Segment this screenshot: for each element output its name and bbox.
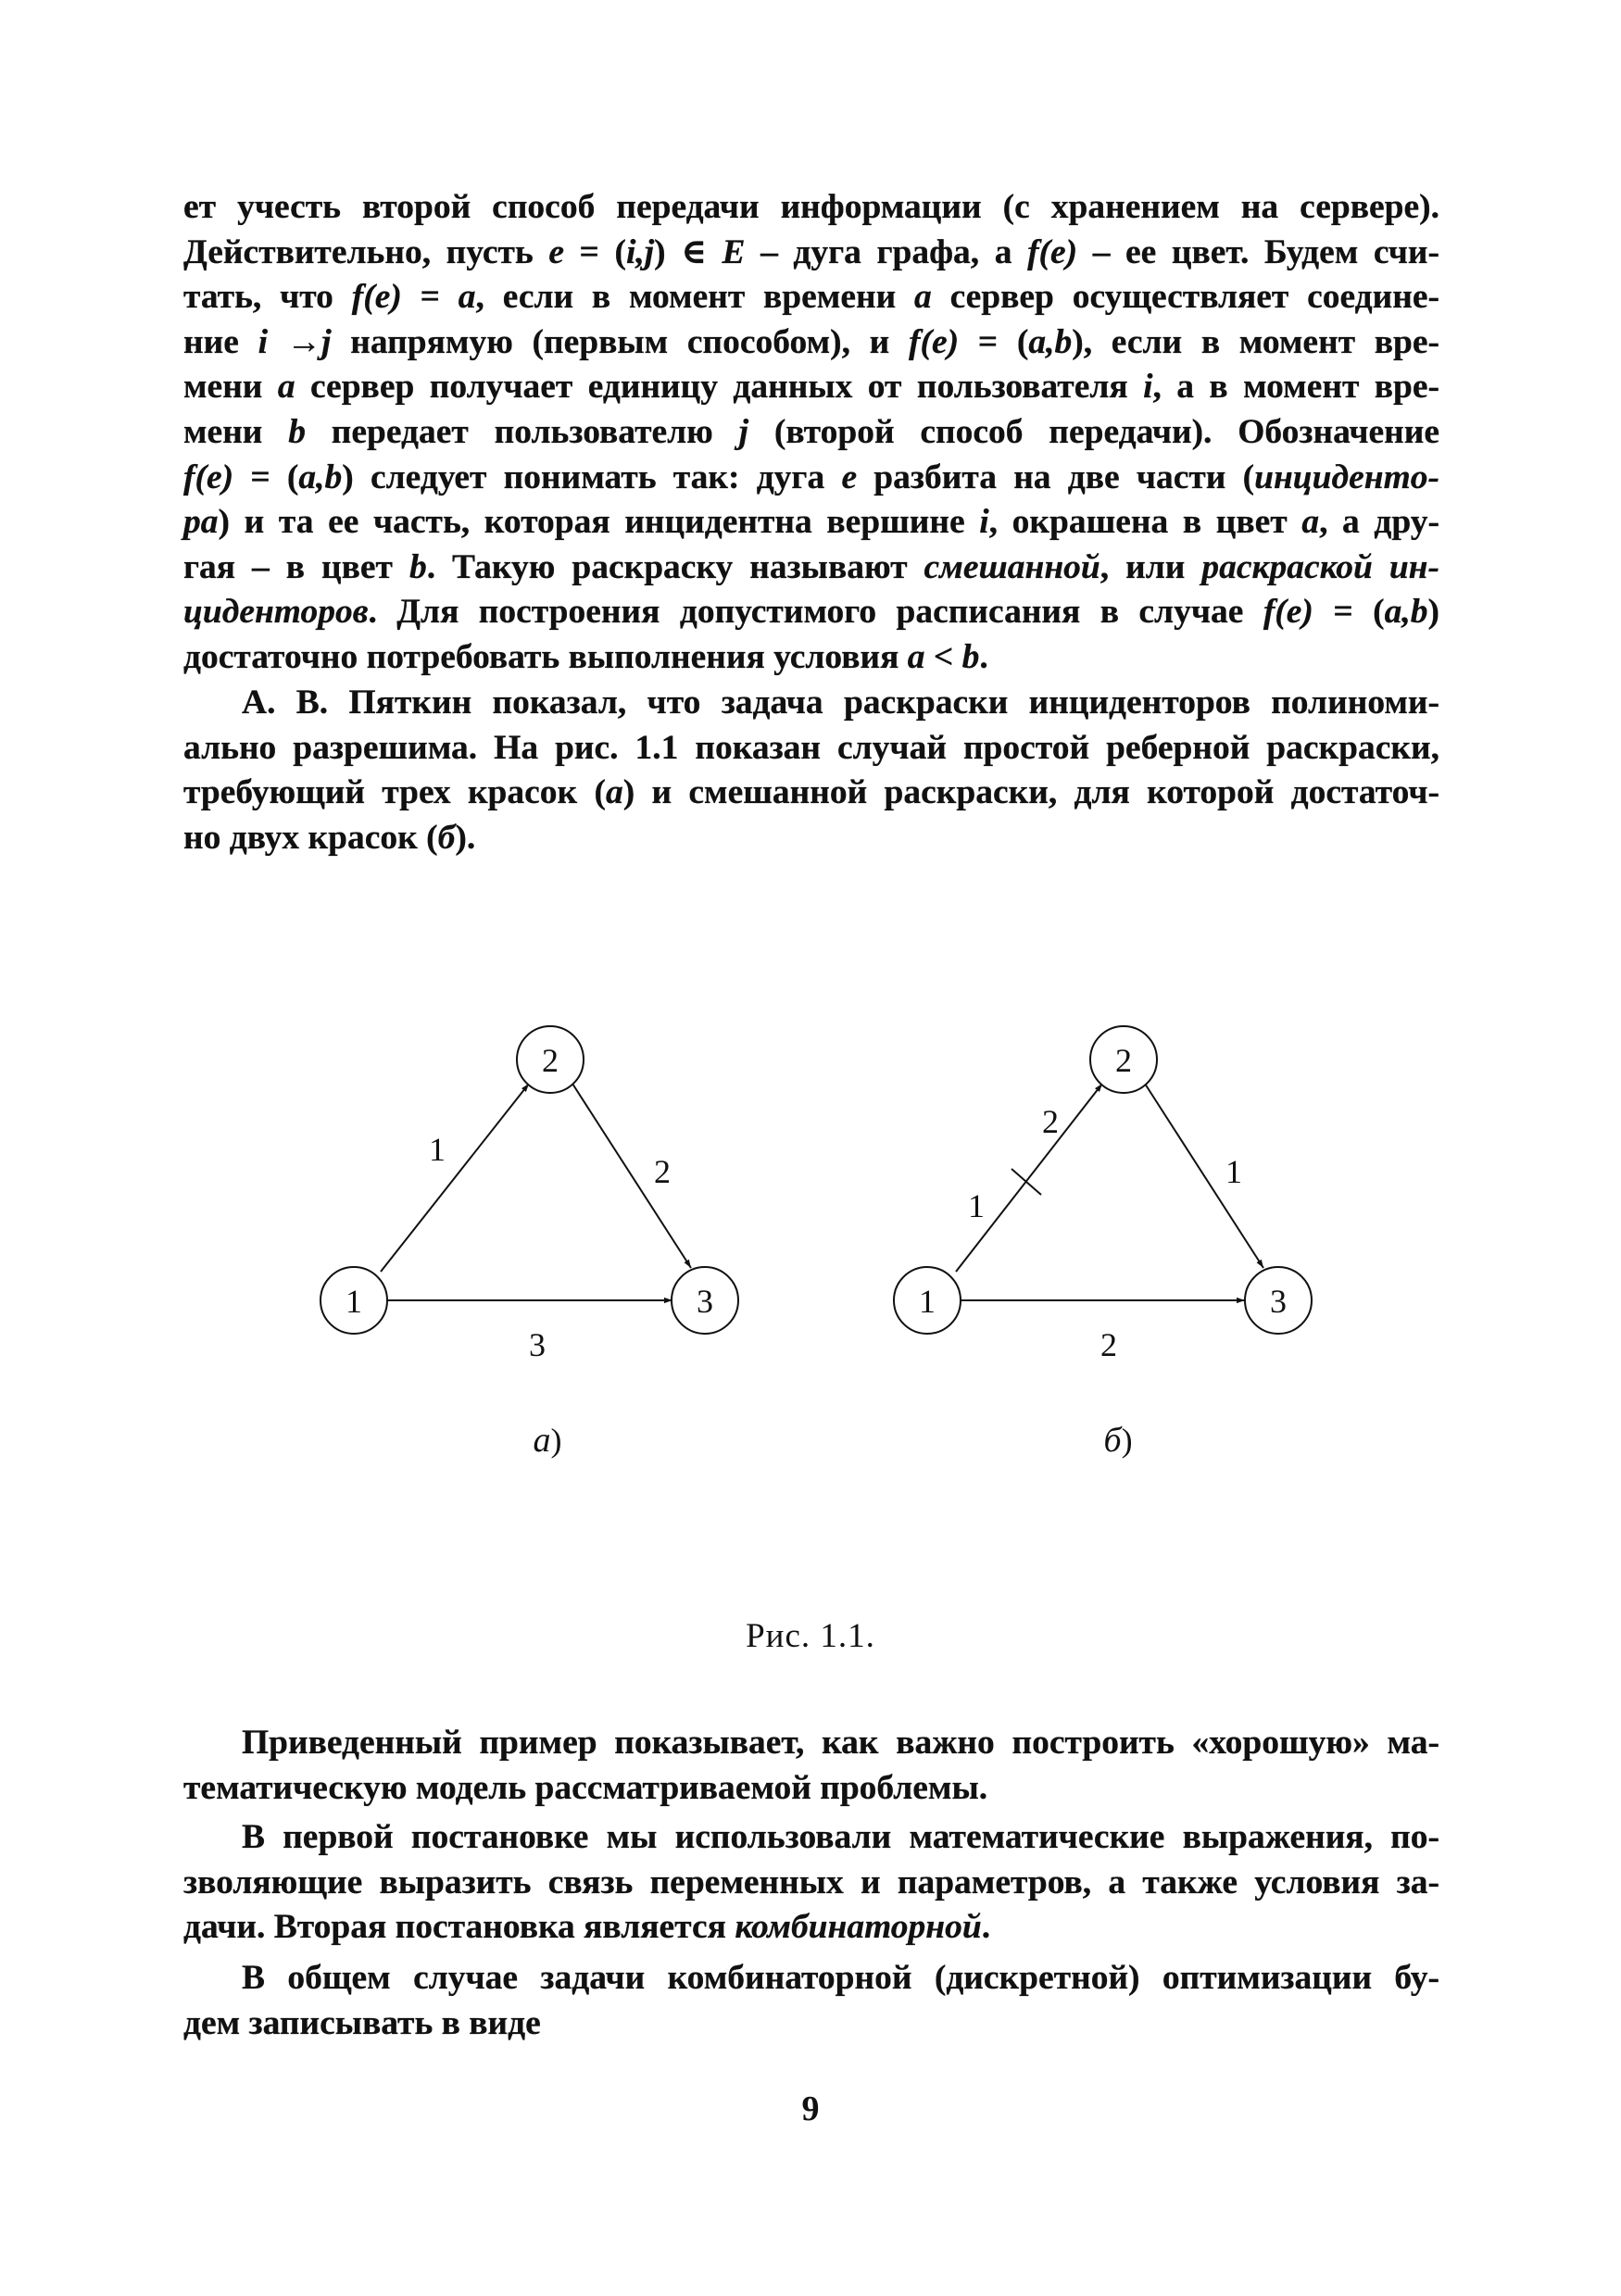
graph-b-edge-1-2 [956,1084,1102,1272]
p4-line-2: зволяющие выразить связь переменных и параметров, а также условия за- [183,1863,1439,1901]
graph-b-edge-1-2-low-label: 1 [968,1187,985,1224]
p1-line-5: мени a сервер получает единицу данных от пользователя i, а в момент вре- [183,368,1440,407]
p1-line-11: достаточно потребовать выполнения условия a < b. [183,637,988,676]
paragraph-5 [183,1956,1439,2046]
page-number: 9 [801,2089,820,2128]
graph-a-sublabel: а) [533,1421,562,1460]
graph-b-edge-2-3-label: 1 [1225,1153,1242,1190]
p4-line-3: дачи. Вторая постановка является комбинаторной. [183,1908,991,1947]
graph-a [320,1026,738,1460]
p1-line-9: гая – в цвет b. Такую раскраску называют смешанной, или раскраской ин- [183,547,1439,586]
graph-a-vertex-1-label: 1 [346,1283,362,1320]
p3-line-2: тематическую модель рассматриваемой проблемы. [183,1768,988,1807]
p3-line-1: Приведенный пример показывает, как важно построить «хорошую» ма- [242,1724,1439,1762]
graph-a-vertex-2-label: 2 [542,1042,559,1079]
graph-b-edge-1-2-high-label: 2 [1042,1103,1059,1140]
p2-line-1: А. В. Пяткин показал, что задача раскраски инциденторов полиноми- [242,684,1439,721]
graph-b [894,1026,1312,1460]
paragraph-3 [183,1721,1439,1811]
graph-a-edge-1-2-label: 1 [429,1131,446,1168]
graph-b-vertex-1-label: 1 [919,1283,936,1320]
graph-b-vertex-2-label: 2 [1115,1042,1132,1079]
paragraph-4 [183,1815,1439,1951]
p1-line-6: мени b передает пользователю j (второй способ передачи). Обозначение [183,412,1439,451]
p5-line-2: дем записывать в виде [183,2003,541,2042]
p1-line-4: ние i →j напрямую (первым способом), и f(e) = (a,b), если в момент вре- [183,322,1440,361]
graph-b-sublabel: б) [1103,1421,1133,1460]
graph-a-edge-2-3-label: 2 [654,1153,671,1190]
p1-line-10: циденторов. Для построения допустимого расписания в случае f(e) = (a,b) [183,593,1439,632]
p2-line-2: ально разрешима. На рис. 1.1 показан случай простой реберной раскраски, [183,728,1439,767]
p2-line-4: но двух красок (б). [183,818,476,857]
graph-b-edge-1-2-split-mark [1012,1169,1041,1195]
figure-caption: Рис. 1.1. [746,1617,875,1655]
p1-line-8: ра) и та ее часть, которая инцидентна вершине i, окрашена в цвет a, а дру- [183,503,1439,542]
p4-line-1: В первой постановке мы использовали математические выражения, по- [242,1818,1439,1856]
graph-b-edge-1-3-label: 2 [1100,1326,1117,1363]
p1-line-2: Действительно, пусть e = (i,j) ∈ E – дуга графа, а f(e) – ее цвет. Будем счи- [183,232,1440,271]
graph-a-edge-1-3-label: 3 [529,1326,546,1363]
graph-b-vertex-3-label: 3 [1270,1283,1287,1320]
graph-a-edge-1-2 [381,1084,529,1272]
p1-line-3: тать, что f(e) = a, если в момент времени a сервер осуществляет соедине- [183,278,1439,317]
p5-line-1: В общем случае задачи комбинаторной (дискретной) оптимизации бу- [242,1959,1439,1997]
graph-b-edge-2-3 [1145,1084,1263,1268]
p1-line-7: f(e) = (a,b) следует понимать так: дуга e разбита на две части (инцидентo- [183,458,1439,496]
p2-line-3: требующий трех красок (а) и смешанной раскраски, для которой достаточ- [183,773,1439,812]
graph-a-vertex-3-label: 3 [697,1283,713,1320]
p1-line-1: ет учесть второй способ передачи информации (с хранением на сервере). [183,188,1439,226]
graph-a-edge-2-3 [572,1084,691,1268]
